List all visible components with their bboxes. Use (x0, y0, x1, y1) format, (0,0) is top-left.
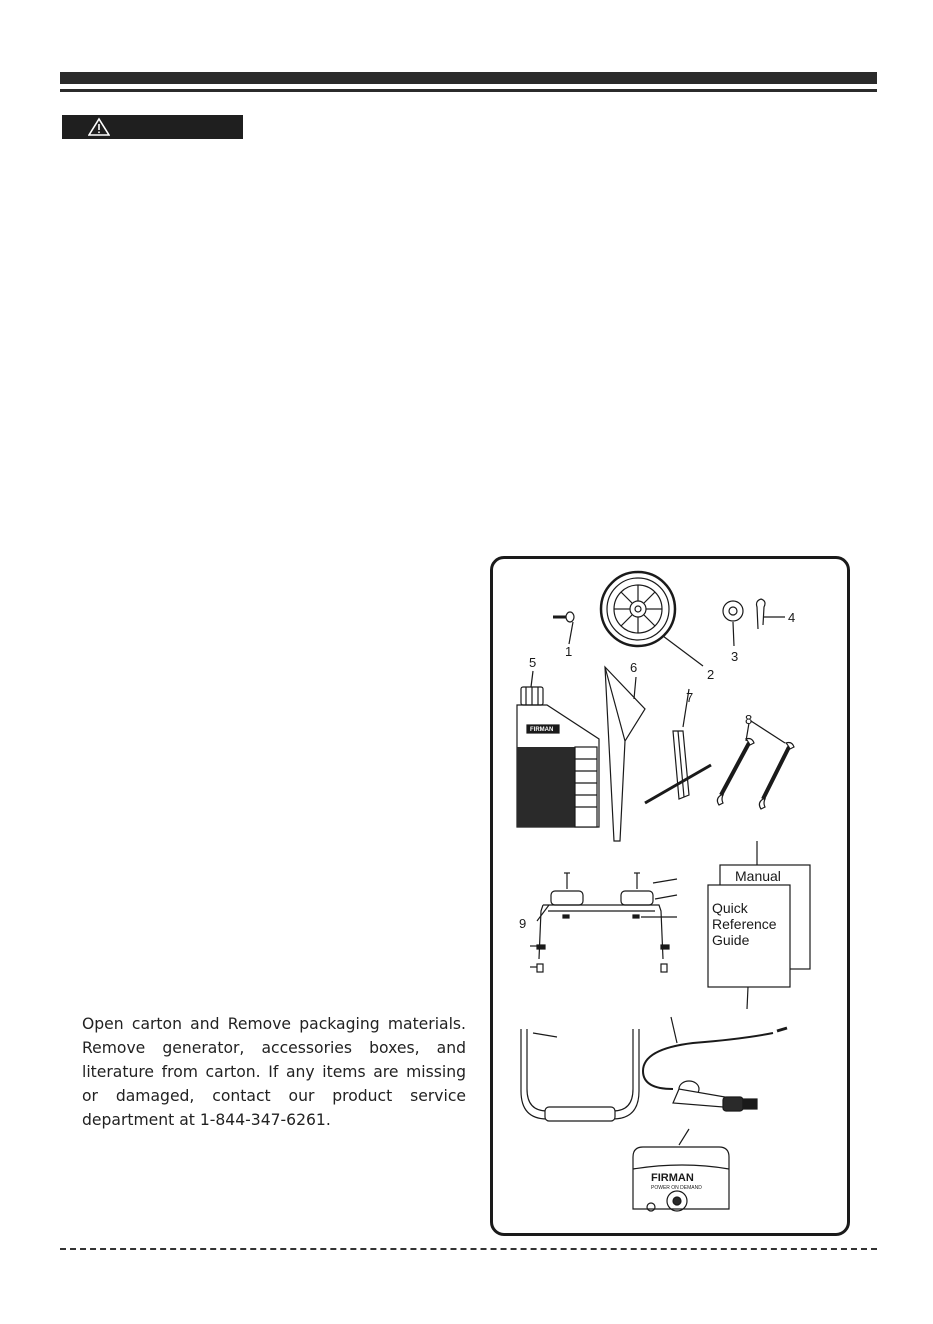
callout-6: 6 (630, 660, 638, 675)
support-bracket-drawing (530, 873, 677, 972)
open-end-wrenches-drawing (717, 721, 794, 809)
callout-2: 2 (707, 667, 715, 682)
callout-5: 5 (529, 655, 537, 670)
washer-drawing (723, 601, 743, 646)
callout-7: 7 (686, 690, 694, 705)
generator-cover-drawing (633, 1129, 729, 1211)
warning-banner (62, 115, 243, 139)
quick-ref-line-3: Guide (712, 932, 750, 948)
spark-plug-wrench-drawing (645, 689, 711, 803)
callout-4: 4 (788, 610, 796, 625)
cotter-pin-drawing (757, 599, 786, 629)
cover-brand-tagline: POWER ON DEMAND (651, 1185, 702, 1191)
callout-3: 3 (731, 649, 739, 664)
handle-drawing (521, 1029, 639, 1121)
quick-ref-line-2: Reference (712, 916, 777, 932)
lpg-hose-drawing (643, 1017, 787, 1111)
wheel-drawing (601, 572, 703, 666)
callout-8: 8 (745, 712, 753, 727)
bottle-brand-logo: FIRMAN (530, 727, 554, 733)
warning-triangle-icon (88, 117, 110, 137)
package-contents-illustration (493, 559, 847, 1233)
axle-pin-drawing (553, 612, 574, 644)
footer-dashed-rule (60, 1248, 877, 1250)
unpacking-instructions: Open carton and Remove packaging materials. Remove generator, accessories boxes, and literature from carton. If any items are missing or damaged, contact our product service department at 1-844-347-6261. (82, 1015, 466, 1129)
cover-brand-logo: FIRMAN (651, 1172, 694, 1184)
package-contents-panel (490, 556, 850, 1236)
callout-9: 9 (519, 916, 527, 931)
callout-1: 1 (565, 644, 573, 659)
oil-bottle-drawing (517, 671, 599, 827)
manual-label: Manual (735, 868, 781, 884)
header-rule (60, 89, 877, 92)
funnel-drawing (605, 667, 645, 841)
quick-ref-line-1: Quick (712, 900, 748, 916)
header-bar (60, 72, 877, 84)
